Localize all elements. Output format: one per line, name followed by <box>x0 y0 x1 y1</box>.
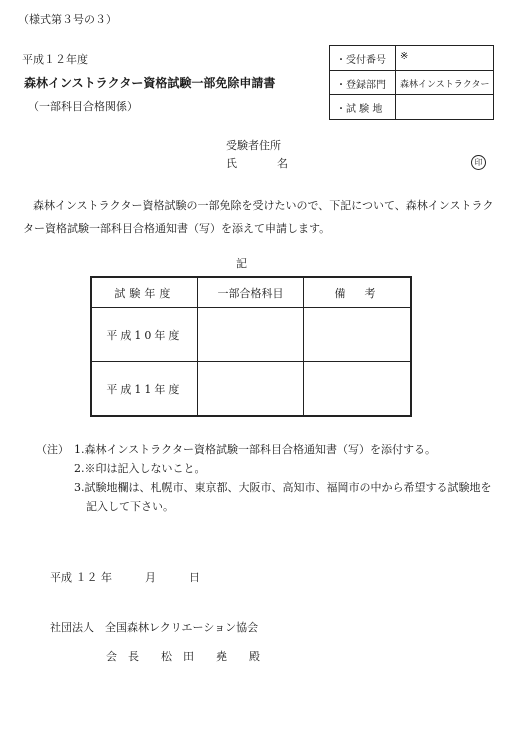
notes-prefix: （注） <box>36 443 69 456</box>
row-subjects[interactable] <box>197 362 303 417</box>
applicant-address-label: 受験者住所 <box>226 139 281 152</box>
name-label: 氏 名 <box>226 157 294 170</box>
office-label-division: ・登録部門 <box>336 80 386 91</box>
organization-name: 社団法人 全国森林レクリエーション協会 <box>50 621 259 634</box>
office-row-division <box>330 70 493 95</box>
office-use-box <box>329 45 494 120</box>
header-remarks: 備 考 <box>304 277 411 308</box>
row-remarks[interactable] <box>304 308 411 362</box>
row-remarks[interactable] <box>304 362 411 417</box>
note-1: 1.森林インストラクター資格試験一部科目合格通知書（写）を添付する。 <box>74 443 436 456</box>
seal-mark: 印 <box>471 155 486 170</box>
form-number: （様式第３号の３） <box>18 13 117 26</box>
office-value-receipt: ※ <box>400 51 409 62</box>
subtitle: （一部科目合格関係） <box>28 100 138 113</box>
table-header-row <box>91 277 411 308</box>
exam-record-table <box>90 276 412 417</box>
date-line: 平成 １２ 年 月 日 <box>50 571 200 584</box>
page-title: 森林インストラクター資格試験一部免除申請書 <box>24 76 276 90</box>
table-row <box>91 308 411 362</box>
office-label-receipt: ・受付番号 <box>336 55 386 66</box>
note-2: 2.※印は記入しないこと。 <box>74 462 206 475</box>
president-addressee: 会 長 松 田 堯 殿 <box>106 650 260 663</box>
note-3: 3.試験地欄は、札幌市、東京都、大阪市、高知市、福岡市の中から希望する試験地を <box>74 481 492 494</box>
body-text-line2: ター資格試験一部科目合格通知書（写）を添えて申請します。 <box>23 222 331 235</box>
header-exam-year: 試験年度 <box>91 277 197 308</box>
table-row <box>91 362 411 417</box>
office-label-exam-site: ・試 験 地 <box>336 104 383 115</box>
body-text-line1: 森林インストラクター資格試験の一部免除を受けたいので、下記について、森林インストラク <box>33 199 494 212</box>
office-row-exam-site <box>330 94 493 119</box>
office-value-division: 森林インストラクター <box>400 80 490 90</box>
ki-heading: 記 <box>236 257 247 270</box>
row-year: 平成10年度 <box>91 308 197 362</box>
era-year: 平成１２年度 <box>22 53 88 66</box>
header-passed-subjects: 一部合格科目 <box>197 277 303 308</box>
row-subjects[interactable] <box>197 308 303 362</box>
row-year: 平成11年度 <box>91 362 197 417</box>
note-3-continued: 記入して下さい。 <box>86 500 174 513</box>
office-row-receipt <box>330 46 493 70</box>
